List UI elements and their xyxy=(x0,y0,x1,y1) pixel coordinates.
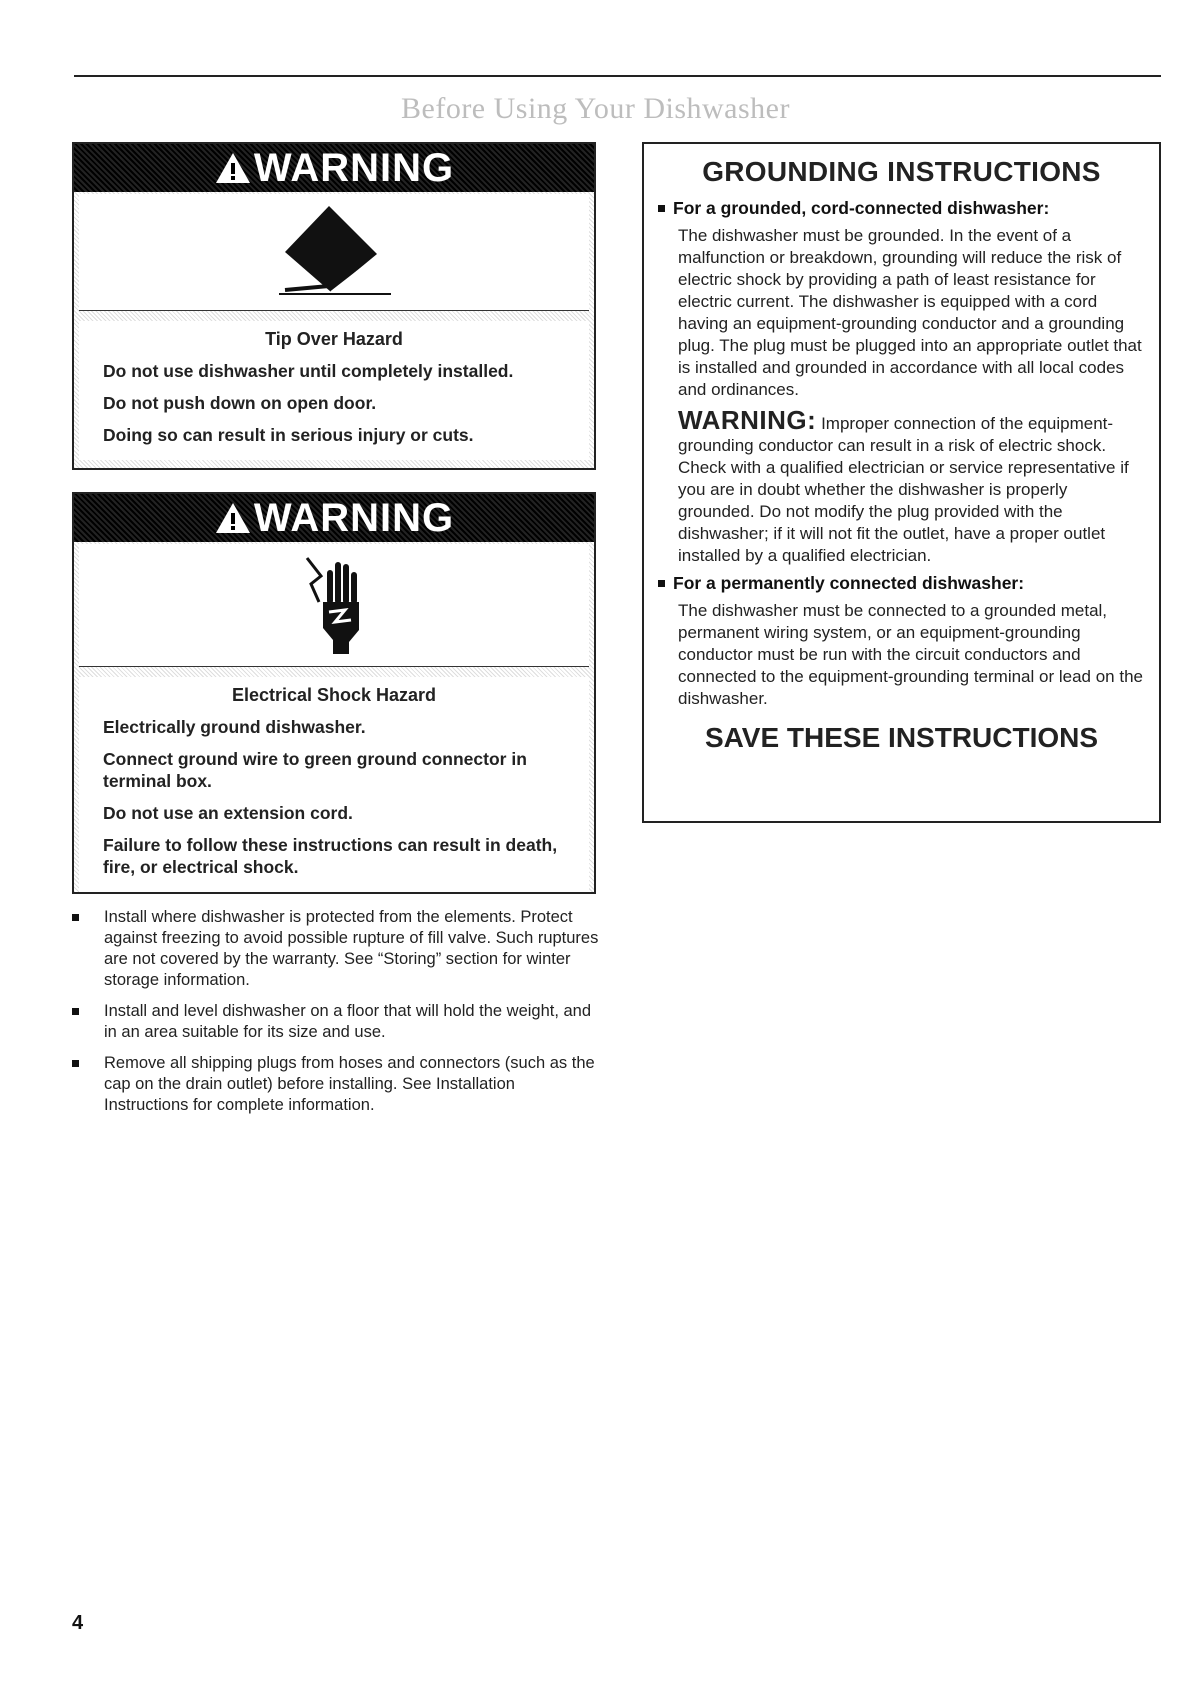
warning-header xyxy=(74,494,594,542)
alert-triangle-icon xyxy=(214,151,252,185)
warning-line: Do not use dishwasher until completely installed. xyxy=(103,361,514,381)
warning-line: Doing so can result in serious injury or cuts. xyxy=(103,425,474,445)
list-item: Remove all shipping plugs from hoses and connectors (such as the cap on the drain outlet) before installing. See Installation Instructions for complete information. xyxy=(72,1053,602,1116)
warning-line: Do not push down on open door. xyxy=(103,393,377,413)
warning-line: Failure to follow these instructions can result in death, fire, or electrical shock. xyxy=(103,835,558,877)
grounding-warning-label: WARNING: xyxy=(678,405,817,435)
tip-over-hazard-icon xyxy=(269,202,399,302)
alert-triangle-icon xyxy=(214,501,252,535)
corded-text: The dishwasher must be grounded. In the event of a malfunction or breakdown, grounding will reduce the risk of electric shock by providing a path of least resistance for electric current. The dishwasher is equipped with a cord having an equipment-grounding conductor and a grounding plug. The plug must be plugged into an appropriate outlet that is installed and grounded in accordance with all local codes and ordinances. xyxy=(678,226,1142,399)
header-rule xyxy=(74,75,1161,77)
page-title: Before Using Your Dishwasher xyxy=(401,92,790,125)
hazard-title: Electrical Shock Hazard xyxy=(231,685,437,705)
bullet-square-icon xyxy=(658,580,665,587)
grounding-warning-text: Improper connection of the equipment-grounding conductor can result in a risk of electric shock. Check with a qualified electrician or service representative if you are in doubt whether the dishwasher is properly grounded. Do not modify the plug provided with the dishwasher; if it will not fit the outlet, have a proper outlet installed by a qualified electrician. xyxy=(678,414,1129,565)
electrical-shock-warning-box xyxy=(72,492,596,894)
bullet-square-icon xyxy=(658,205,665,212)
corded-heading: For a grounded, cord-connected dishwasher: xyxy=(673,198,1050,218)
electrical-shock-hazard-icon xyxy=(289,550,379,660)
bullet-square-icon xyxy=(72,914,79,921)
warning-signal-word: WARNING xyxy=(253,145,455,190)
bullet-square-icon xyxy=(72,1008,79,1015)
warning-header xyxy=(74,144,594,192)
permanent-text: The dishwasher must be connected to a grounded metal, permanent wiring system, or an equipment-grounding conductor must be run with the circuit conductors and connected to the equipment-grounding terminal or lead on the dishwasher. xyxy=(678,601,1143,708)
list-item: Install and level dishwasher on a floor that will hold the weight, and in an area suitable for its size and use. xyxy=(72,1001,602,1043)
warning-line: Do not use an extension cord. xyxy=(103,803,353,823)
save-instructions-title: SAVE THESE INSTRUCTIONS xyxy=(704,722,1099,753)
page-number: 4 xyxy=(72,1612,84,1634)
install-bullet-list xyxy=(72,907,602,1126)
list-item: Install where dishwasher is protected from the elements. Protect against freezing to avoid possible rupture of fill valve. Such ruptures are not covered by the warranty. See “Storing” section for winter storage information. xyxy=(72,907,602,991)
hazard-title: Tip Over Hazard xyxy=(265,329,403,349)
tip-over-warning-box xyxy=(72,142,596,470)
warning-line: Connect ground wire to green ground connector in terminal box. xyxy=(103,749,527,791)
grounding-title: GROUNDING INSTRUCTIONS xyxy=(702,156,1101,187)
bullet-square-icon xyxy=(72,1060,79,1067)
warning-line: Electrically ground dishwasher. xyxy=(103,717,366,737)
permanent-heading: For a permanently connected dishwasher: xyxy=(673,573,1025,593)
warning-signal-word: WARNING xyxy=(253,495,455,540)
grounding-instructions-box xyxy=(642,142,1161,823)
